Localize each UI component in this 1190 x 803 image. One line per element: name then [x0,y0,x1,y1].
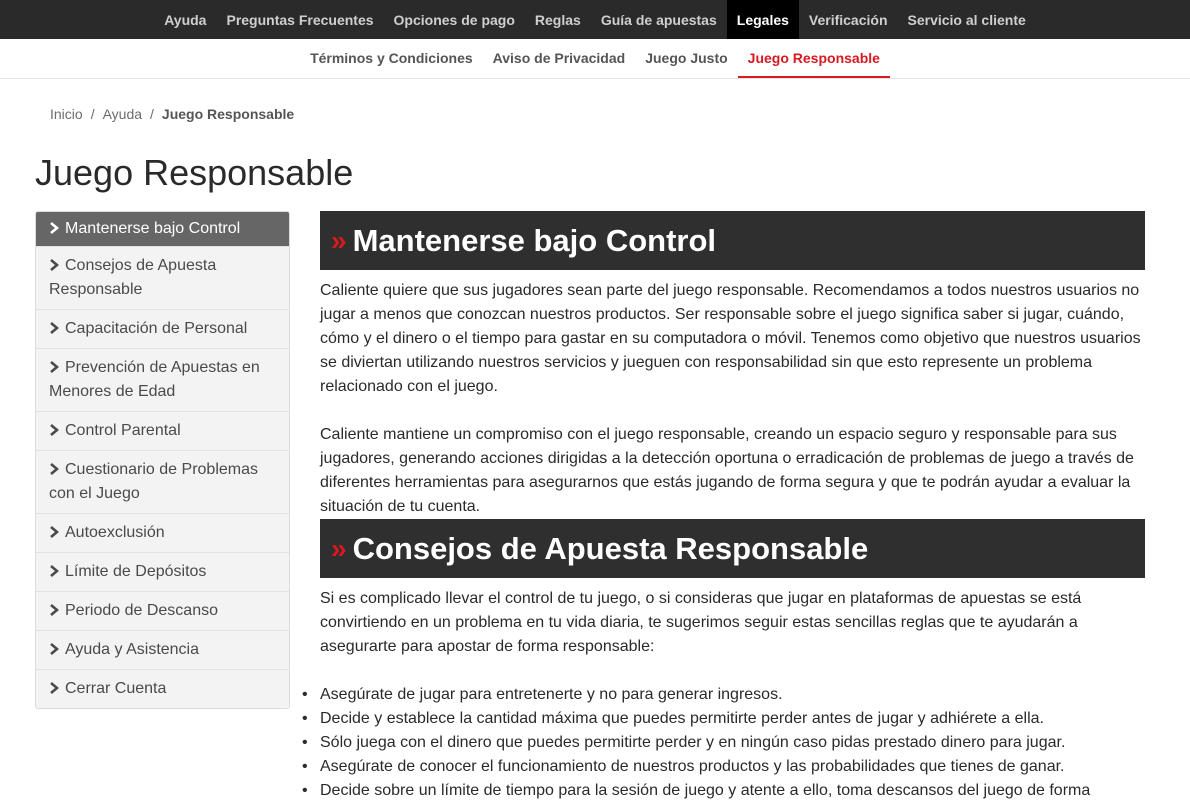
sidebar-item-periodo-descanso[interactable] [36,591,289,630]
sidebar-item-consejos-apuesta[interactable] [36,246,289,309]
sidebar-item-autoexclusion[interactable] [36,513,289,552]
list-item: • Sólo juega con el dinero que puedes permitirte perder y en ningún caso pidas prestado dinero para jugar. [320,731,1145,755]
top-nav [0,0,1190,39]
sidebar-menu [35,211,290,709]
sub-nav-juego-responsable[interactable]: Juego Responsable [738,39,890,78]
sidebar-item-label: Cuestionario de Problemas con el Juego [49,461,258,502]
sidebar-item-ayuda-asistencia[interactable] [36,630,289,669]
breadcrumb-parent[interactable]: Ayuda [102,106,143,122]
chevron-right-icon [49,322,59,332]
section-paragraph: Caliente quiere que sus jugadores sean parte del juego responsable. Recomendamos a todos nuestros usuarios no jugar a menos que conozcan nuestros productos. Ser responsable sobre el juego significa saber si jugar, cuándo, cómo y el dinero o el tiempo para gastar en su computadora o móvil. Tenemos como objetivo que nuestros usuarios se diviertan utilizando nuestros servicios y jueguen con responsabilidad sin que esto represente un problema relacionado con el juego. [320,282,1141,395]
sidebar-item-label: Periodo de Descanso [65,602,218,619]
top-nav-ayuda[interactable]: Ayuda [164,11,207,28]
breadcrumb [50,106,294,122]
sidebar-item-label: Cerrar Cuenta [65,680,167,697]
sub-nav-juego-justo[interactable]: Juego Justo [645,49,728,66]
sidebar-item-limite-depositos[interactable] [36,552,289,591]
section-consejos-apuesta [320,519,1145,803]
sidebar-item-label: Capacitación de Personal [65,320,248,337]
top-nav-guia-de-apuestas[interactable]: Guía de apuestas [600,11,717,28]
chevron-right-icon [49,565,59,575]
tips-list [320,683,1145,803]
top-nav-servicio-al-cliente[interactable]: Servicio al cliente [907,11,1026,28]
section-paragraph: Caliente mantiene un compromiso con el juego responsable, creando un espacio seguro y responsable para sus jugadores, generando acciones dirigidas a la detección oportuna o erradicación de problemas de juego a través de diferentes herramientas para asegurarnos que estás jugando de forma segura y que te podrán ayudar a evaluar la situación de tu cuenta. [320,426,1134,515]
chevron-right-icon [49,222,59,232]
sidebar-item-label: Control Parental [65,422,181,439]
sidebar-item-label: Mantenerse bajo Control [65,220,241,237]
breadcrumb-separator: / [150,106,154,122]
sub-nav-terminos[interactable]: Términos y Condiciones [310,49,473,66]
sidebar-item-cerrar-cuenta[interactable] [36,669,289,708]
list-item: • Asegúrate de jugar para entretenerte y no para generar ingresos. [320,683,1145,707]
top-nav-preguntas-frecuentes[interactable]: Preguntas Frecuentes [226,11,374,28]
chevron-right-icon [49,604,59,614]
chevron-right-icon [49,361,59,371]
sidebar-item-label: Autoexclusión [65,524,165,541]
breadcrumb-separator: / [90,106,95,122]
sidebar-item-capacitacion-personal[interactable] [36,309,289,348]
chevron-right-icon [49,424,59,434]
main-content [320,211,1145,803]
sidebar-item-mantenerse-bajo-control[interactable] [36,212,289,246]
sidebar-item-label: Ayuda y Asistencia [65,641,200,658]
double-chevron-icon: » [331,532,347,564]
page-title: Juego Responsable [35,152,354,193]
chevron-right-icon [49,526,59,536]
sidebar-item-cuestionario[interactable] [36,450,289,513]
sub-nav-aviso-privacidad[interactable]: Aviso de Privacidad [492,49,626,66]
breadcrumb-current: Juego Responsable [161,106,295,122]
chevron-right-icon [49,259,59,269]
chevron-right-icon [49,643,59,653]
double-chevron-icon: » [331,224,347,256]
chevron-right-icon [49,463,59,473]
top-nav-verificacion[interactable]: Verificación [808,11,888,28]
top-nav-reglas[interactable]: Reglas [534,11,581,28]
list-item: • Decide y establece la cantidad máxima que puedes permitirte perder antes de jugar y adhiérete a ella. [320,707,1145,731]
sub-nav [0,39,1190,79]
chevron-right-icon [49,682,59,692]
section-header [320,211,1145,270]
list-item: • Decide sobre un límite de tiempo para la sesión de juego y atente a ello, toma descansos del juego de forma [320,779,1145,803]
section-title: Mantenerse bajo Control [352,222,717,258]
list-item: • Asegúrate de conocer el funcionamiento de nuestros productos y las probabilidades que tienes de ganar. [320,755,1145,779]
sidebar-item-label: Prevención de Apuestas en Menores de Edad [49,359,260,400]
section-paragraph: Si es complicado llevar el control de tu juego, o si consideras que jugar en plataformas de apuestas se está convirtiendo en un problema en tu vida diaria, te sugerimos seguir estas sencillas reglas que te ayudarán a asegurarte para apostar de forma responsable: [320,590,1082,655]
sidebar-item-label: Consejos de Apuesta Responsable [49,257,217,298]
section-header [320,519,1145,578]
top-nav-legales[interactable]: Legales [727,0,799,39]
breadcrumb-home[interactable]: Inicio [50,106,83,122]
sidebar-item-control-parental[interactable] [36,411,289,450]
sidebar-item-label: Límite de Depósitos [65,563,207,580]
top-nav-opciones-de-pago[interactable]: Opciones de pago [393,11,515,28]
sidebar-item-prevencion-menores[interactable] [36,348,289,411]
section-mantenerse-bajo-control [320,211,1145,519]
section-title: Consejos de Apuesta Responsable [352,530,869,566]
